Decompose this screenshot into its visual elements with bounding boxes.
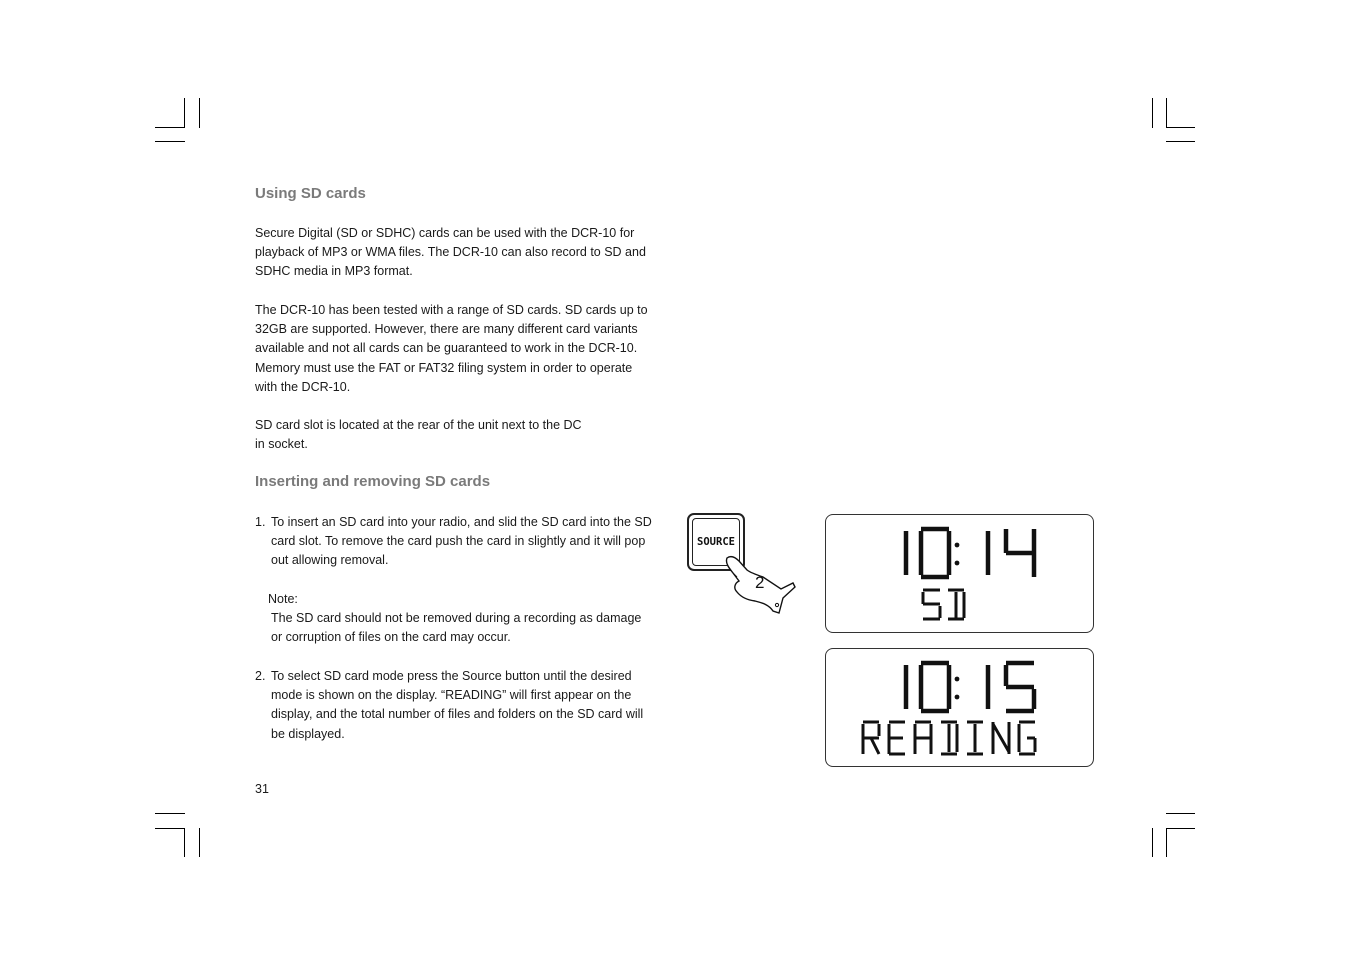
crop-mark — [199, 828, 200, 857]
list-item-step-2 — [255, 667, 655, 744]
crop-mark — [1166, 813, 1195, 814]
crop-mark — [1152, 98, 1153, 128]
crop-mark — [1166, 127, 1195, 128]
step-text: To select SD card mode press the Source button until the desired mode is shown on the display. “READING” will first appear on the display, and the total number of files and folders on the SD card will be displayed. — [271, 669, 644, 741]
paragraph-sd-compatibility: The DCR-10 has been tested with a range of SD cards. SD cards up to 32GB are supported. However, there are many different card variants available and not all cards can be guaranteed to work in the DCR-10. Memory must use the FAT or FAT32 filing system in order to operate with the DCR-10. — [255, 303, 648, 394]
crop-mark — [1166, 828, 1195, 829]
crop-mark — [199, 98, 200, 128]
note-text: The SD card should not be removed during a recording as damage or corruption of files on the card may occur. — [271, 611, 642, 645]
crop-mark — [184, 828, 185, 857]
pointing-hand-icon — [725, 553, 800, 615]
source-button-label: SOURCE — [697, 536, 735, 548]
crop-mark — [1166, 98, 1167, 128]
step-number: 1. — [255, 515, 266, 529]
lcd-time-digits — [906, 663, 1034, 711]
paragraph-sd-slot — [255, 416, 655, 454]
step-text: To insert an SD card into your radio, and slid the SD card into the SD card slot. To remove the card push the card in slightly and it will pop out allowing removal. — [271, 515, 652, 568]
lcd-mode-text — [863, 722, 1035, 754]
crop-mark — [155, 813, 185, 814]
crop-mark — [155, 828, 185, 829]
list-item-step-1 — [255, 513, 655, 571]
paragraph-sd-slot-line2: in socket. — [255, 437, 308, 452]
crop-mark — [1152, 828, 1153, 857]
paragraph-sd-intro: Secure Digital (SD or SDHC) cards can be used with the DCR-10 for playback of MP3 or WMA files. The DCR-10 can also record to SD and SDHC media in MP3 format. — [255, 226, 646, 279]
lcd-display-reading — [825, 648, 1094, 767]
step-number: 2. — [255, 669, 266, 683]
section-heading-using-sd-cards: Using SD cards — [255, 185, 366, 202]
crop-mark — [1166, 141, 1195, 142]
section-heading-inserting-removing: Inserting and removing SD cards — [255, 473, 491, 490]
crop-mark — [155, 127, 185, 128]
paragraph-sd-slot-line1: SD card slot is located at the rear of the unit next to the DC — [255, 418, 582, 432]
note-label: Note: — [268, 592, 298, 606]
lcd-display-sd-mode — [825, 514, 1094, 633]
crop-mark — [184, 98, 185, 128]
page-number: 31 — [255, 782, 269, 796]
crop-mark — [155, 141, 185, 142]
crop-mark — [1166, 828, 1167, 857]
lcd-mode-text — [923, 590, 964, 619]
step-marker: 2 — [755, 573, 765, 592]
lcd-time-digits — [906, 529, 1034, 577]
